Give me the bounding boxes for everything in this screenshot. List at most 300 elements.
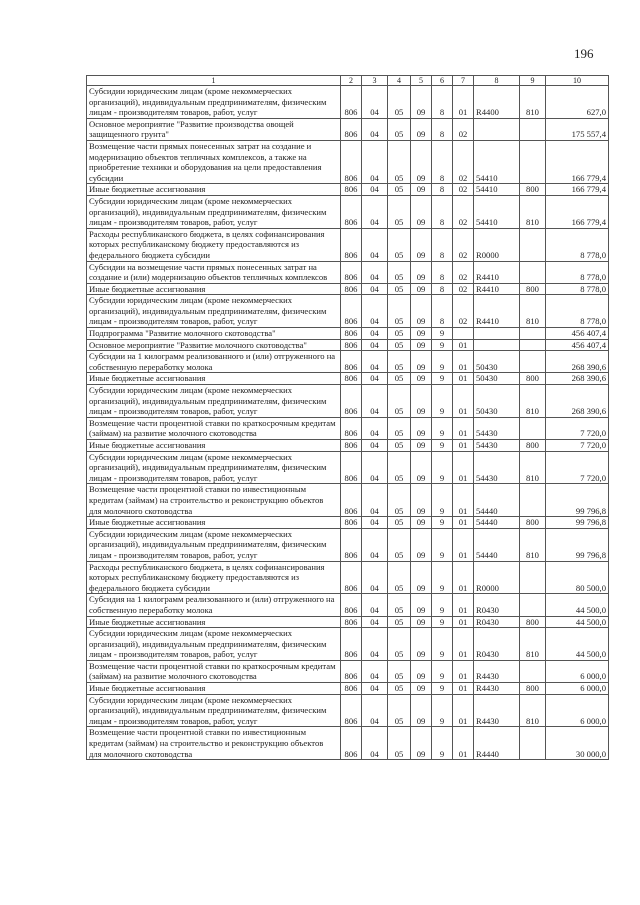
col-section: 04 [362, 616, 388, 628]
col-subsection: 05 [388, 351, 411, 373]
row-amount: 8 778,0 [546, 261, 609, 283]
col-subsection: 05 [388, 140, 411, 183]
row-amount: 30 000,0 [546, 727, 609, 760]
col-measure: 01 [453, 373, 474, 385]
col-expense-code: R0430 [474, 616, 520, 628]
col-subprogram: 9 [432, 727, 453, 760]
col-ministry-code: 806 [341, 328, 362, 340]
col-subsection: 05 [388, 440, 411, 452]
col-ministry-code: 806 [341, 594, 362, 616]
col-measure: 01 [453, 528, 474, 561]
header-cell: 2 [341, 76, 362, 86]
col-subsection: 05 [388, 660, 411, 682]
row-amount: 175 557,4 [546, 118, 609, 140]
table-row [87, 517, 609, 529]
col-subprogram: 8 [432, 283, 453, 295]
col-ministry-code: 806 [341, 451, 362, 484]
col-measure: 01 [453, 417, 474, 439]
col-subprogram: 8 [432, 184, 453, 196]
col-expense-type: 800 [520, 616, 546, 628]
col-measure: 02 [453, 184, 474, 196]
col-subsection: 05 [388, 283, 411, 295]
col-subsection: 05 [388, 339, 411, 351]
col-ministry-code: 806 [341, 440, 362, 452]
col-expense-code: R0000 [474, 561, 520, 594]
col-subprogram: 8 [432, 118, 453, 140]
col-expense-type [520, 339, 546, 351]
col-expense-code: 54410 [474, 184, 520, 196]
col-section: 04 [362, 385, 388, 418]
col-expense-code [474, 339, 520, 351]
col-section: 04 [362, 140, 388, 183]
table-row [87, 417, 609, 439]
col-expense-type: 810 [520, 528, 546, 561]
row-amount: 166 779,4 [546, 195, 609, 228]
col-section: 04 [362, 451, 388, 484]
table-row [87, 484, 609, 517]
col-subprogram: 9 [432, 683, 453, 695]
table-row [87, 660, 609, 682]
row-description: Подпрограмма "Развитие молочного скотоводства" [87, 328, 341, 340]
col-subprogram: 9 [432, 385, 453, 418]
col-expense-code: R4430 [474, 694, 520, 727]
col-section: 04 [362, 184, 388, 196]
col-program: 09 [411, 628, 432, 661]
col-section: 04 [362, 561, 388, 594]
row-description: Иные бюджетные ассигнования [87, 283, 341, 295]
col-program: 09 [411, 283, 432, 295]
col-expense-type [520, 417, 546, 439]
col-section: 04 [362, 484, 388, 517]
table-header-row [87, 76, 609, 86]
col-subsection: 05 [388, 517, 411, 529]
col-ministry-code: 806 [341, 351, 362, 373]
row-amount: 8 778,0 [546, 295, 609, 328]
row-amount: 7 720,0 [546, 417, 609, 439]
col-ministry-code: 806 [341, 261, 362, 283]
col-measure: 01 [453, 727, 474, 760]
row-amount: 99 796,8 [546, 484, 609, 517]
col-subsection: 05 [388, 484, 411, 517]
col-expense-type [520, 484, 546, 517]
col-ministry-code: 806 [341, 628, 362, 661]
col-program: 09 [411, 683, 432, 695]
table-row [87, 694, 609, 727]
col-measure: 02 [453, 195, 474, 228]
col-measure: 01 [453, 484, 474, 517]
col-ministry-code: 806 [341, 727, 362, 760]
row-amount: 44 500,0 [546, 594, 609, 616]
row-description: Иные бюджетные ассигнования [87, 517, 341, 529]
col-subsection: 05 [388, 616, 411, 628]
col-measure: 01 [453, 339, 474, 351]
col-expense-type [520, 594, 546, 616]
col-expense-code: 50430 [474, 373, 520, 385]
col-subprogram: 9 [432, 616, 453, 628]
col-expense-type [520, 561, 546, 594]
row-description: Возмещение части процентной ставки по инвестиционным кредитам (займам) на строительство и реконструкцию объектов для молочного скотоводства [87, 727, 341, 760]
table-row [87, 283, 609, 295]
col-subsection: 05 [388, 417, 411, 439]
col-program: 09 [411, 339, 432, 351]
row-amount: 8 778,0 [546, 283, 609, 295]
col-ministry-code: 806 [341, 195, 362, 228]
col-subsection: 05 [388, 727, 411, 760]
col-subprogram: 8 [432, 228, 453, 261]
col-subprogram: 9 [432, 561, 453, 594]
table-row [87, 628, 609, 661]
col-expense-code: R4410 [474, 261, 520, 283]
row-amount: 166 779,4 [546, 184, 609, 196]
col-ministry-code: 806 [341, 228, 362, 261]
row-description: Иные бюджетные ассигнования [87, 184, 341, 196]
row-description: Иные бюджетные ассигнования [87, 440, 341, 452]
col-measure: 01 [453, 628, 474, 661]
table-row [87, 140, 609, 183]
col-ministry-code: 806 [341, 295, 362, 328]
col-program: 09 [411, 694, 432, 727]
col-expense-type [520, 727, 546, 760]
budget-table [86, 75, 609, 760]
col-program: 09 [411, 660, 432, 682]
col-section: 04 [362, 683, 388, 695]
col-measure: 01 [453, 86, 474, 119]
col-expense-code: R4440 [474, 727, 520, 760]
col-subsection: 05 [388, 451, 411, 484]
col-section: 04 [362, 328, 388, 340]
col-ministry-code: 806 [341, 86, 362, 119]
table-row [87, 440, 609, 452]
row-description: Основное мероприятие "Развитие производства овощей защищенного грунта" [87, 118, 341, 140]
col-section: 04 [362, 517, 388, 529]
table-row [87, 561, 609, 594]
col-program: 09 [411, 351, 432, 373]
col-expense-code: 54430 [474, 440, 520, 452]
col-expense-type [520, 660, 546, 682]
row-description: Возмещение части процентной ставки по краткосрочным кредитам (займам) на развитие молочного скотоводства [87, 417, 341, 439]
col-subsection: 05 [388, 373, 411, 385]
col-program: 09 [411, 328, 432, 340]
col-measure: 02 [453, 261, 474, 283]
col-measure: 01 [453, 594, 474, 616]
col-expense-type: 810 [520, 385, 546, 418]
col-ministry-code: 806 [341, 140, 362, 183]
row-description: Субсидии юридическим лицам (кроме некоммерческих организаций), индивидуальным предпринимателям, физическим лицам - производителям товаров, работ, услуг [87, 86, 341, 119]
row-description: Иные бюджетные ассигнования [87, 616, 341, 628]
col-expense-type [520, 261, 546, 283]
col-measure: 02 [453, 228, 474, 261]
col-subsection: 05 [388, 86, 411, 119]
row-description: Иные бюджетные ассигнования [87, 683, 341, 695]
col-measure: 02 [453, 283, 474, 295]
table-row [87, 683, 609, 695]
col-expense-type: 800 [520, 184, 546, 196]
col-section: 04 [362, 261, 388, 283]
col-expense-code: 54430 [474, 451, 520, 484]
col-ministry-code: 806 [341, 616, 362, 628]
col-measure: 01 [453, 683, 474, 695]
col-expense-type: 800 [520, 283, 546, 295]
col-ministry-code: 806 [341, 517, 362, 529]
col-measure: 02 [453, 140, 474, 183]
col-measure: 02 [453, 118, 474, 140]
row-description: Возмещение части процентной ставки по инвестиционным кредитам (займам) на строительство и реконструкцию объектов для молочного скотоводства [87, 484, 341, 517]
col-program: 09 [411, 195, 432, 228]
col-section: 04 [362, 351, 388, 373]
col-subprogram: 9 [432, 339, 453, 351]
row-description: Субсидии юридическим лицам (кроме некоммерческих организаций), индивидуальным предпринимателям, физическим лицам - производителям товаров, работ, услуг [87, 528, 341, 561]
col-ministry-code: 806 [341, 694, 362, 727]
row-amount: 7 720,0 [546, 440, 609, 452]
col-subprogram: 9 [432, 440, 453, 452]
page-number: 196 [574, 46, 594, 61]
table-row [87, 594, 609, 616]
row-description: Основное мероприятие "Развитие молочного скотоводства" [87, 339, 341, 351]
row-description: Субсидии юридическим лицам (кроме некоммерческих организаций), индивидуальным предпринимателям, физическим лицам - производителям товаров, работ, услуг [87, 295, 341, 328]
col-measure: 01 [453, 616, 474, 628]
row-description: Субсидии на 1 килограмм реализованного и (или) отгруженного на собственную переработку молока [87, 351, 341, 373]
col-subprogram: 9 [432, 373, 453, 385]
col-subsection: 05 [388, 528, 411, 561]
col-expense-type: 800 [520, 440, 546, 452]
col-expense-code: R4410 [474, 295, 520, 328]
col-expense-type: 810 [520, 628, 546, 661]
row-amount: 99 796,8 [546, 517, 609, 529]
col-section: 04 [362, 727, 388, 760]
row-description: Иные бюджетные ассигнования [87, 373, 341, 385]
col-subsection: 05 [388, 261, 411, 283]
col-subsection: 05 [388, 195, 411, 228]
table-row [87, 351, 609, 373]
col-program: 09 [411, 417, 432, 439]
col-program: 09 [411, 484, 432, 517]
row-description: Субсидии юридическим лицам (кроме некоммерческих организаций), индивидуальным предпринимателям, физическим лицам - производителям товаров, работ, услуг [87, 628, 341, 661]
col-ministry-code: 806 [341, 118, 362, 140]
col-program: 09 [411, 228, 432, 261]
col-measure: 01 [453, 440, 474, 452]
col-program: 09 [411, 295, 432, 328]
col-ministry-code: 806 [341, 339, 362, 351]
row-description: Субсидии юридическим лицам (кроме некоммерческих организаций), индивидуальным предпринимателям, физическим лицам - производителям товаров, работ, услуг [87, 451, 341, 484]
col-subprogram: 8 [432, 261, 453, 283]
header-cell: 3 [362, 76, 388, 86]
row-amount: 6 000,0 [546, 694, 609, 727]
row-amount: 268 390,6 [546, 385, 609, 418]
col-ministry-code: 806 [341, 184, 362, 196]
col-program: 09 [411, 261, 432, 283]
col-subprogram: 9 [432, 328, 453, 340]
col-expense-code: R0430 [474, 628, 520, 661]
col-program: 09 [411, 440, 432, 452]
col-section: 04 [362, 228, 388, 261]
header-cell: 9 [520, 76, 546, 86]
col-section: 04 [362, 440, 388, 452]
col-expense-type: 810 [520, 295, 546, 328]
row-description: Субсидии на возмещение части прямых понесенных затрат на создание и (или) модернизацию объектов тепличных комплексов [87, 261, 341, 283]
row-description: Субсидии юридическим лицам (кроме некоммерческих организаций), индивидуальным предпринимателям, физическим лицам - производителям товаров, работ, услуг [87, 385, 341, 418]
col-ministry-code: 806 [341, 385, 362, 418]
col-subsection: 05 [388, 594, 411, 616]
col-expense-code: R0430 [474, 594, 520, 616]
col-measure: 01 [453, 561, 474, 594]
header-cell: 7 [453, 76, 474, 86]
row-amount: 268 390,6 [546, 373, 609, 385]
col-section: 04 [362, 628, 388, 661]
col-ministry-code: 806 [341, 283, 362, 295]
row-description: Возмещение части прямых понесенных затрат на создание и модернизацию объектов тепличных комплексов, а также на приобретение техники и оборудования на цели предоставления субсидии [87, 140, 341, 183]
row-amount: 44 500,0 [546, 616, 609, 628]
col-ministry-code: 806 [341, 373, 362, 385]
table-row [87, 328, 609, 340]
col-section: 04 [362, 339, 388, 351]
col-measure: 01 [453, 660, 474, 682]
col-subsection: 05 [388, 628, 411, 661]
col-subprogram: 9 [432, 417, 453, 439]
col-expense-type: 810 [520, 694, 546, 727]
row-amount: 456 407,4 [546, 339, 609, 351]
col-ministry-code: 806 [341, 528, 362, 561]
header-cell: 4 [388, 76, 411, 86]
table-row [87, 184, 609, 196]
table-row [87, 616, 609, 628]
col-program: 09 [411, 385, 432, 418]
col-program: 09 [411, 373, 432, 385]
col-subprogram: 9 [432, 694, 453, 727]
row-amount: 8 778,0 [546, 228, 609, 261]
col-expense-code: 54410 [474, 140, 520, 183]
col-expense-code: R4430 [474, 683, 520, 695]
col-ministry-code: 806 [341, 417, 362, 439]
col-subprogram: 8 [432, 86, 453, 119]
col-subsection: 05 [388, 228, 411, 261]
row-amount: 44 500,0 [546, 628, 609, 661]
row-amount: 7 720,0 [546, 451, 609, 484]
table-row [87, 261, 609, 283]
col-program: 09 [411, 528, 432, 561]
col-expense-code: R4410 [474, 283, 520, 295]
col-expense-code: 50430 [474, 351, 520, 373]
col-program: 09 [411, 594, 432, 616]
col-program: 09 [411, 561, 432, 594]
col-expense-code: 54440 [474, 484, 520, 517]
col-measure: 01 [453, 517, 474, 529]
col-expense-type: 810 [520, 195, 546, 228]
row-amount: 456 407,4 [546, 328, 609, 340]
col-subsection: 05 [388, 683, 411, 695]
header-cell: 5 [411, 76, 432, 86]
col-subprogram: 9 [432, 351, 453, 373]
table-row [87, 195, 609, 228]
row-description: Субсидии юридическим лицам (кроме некоммерческих организаций), индивидуальным предпринимателям, физическим лицам - производителям товаров, работ, услуг [87, 694, 341, 727]
col-section: 04 [362, 283, 388, 295]
col-subprogram: 9 [432, 528, 453, 561]
col-ministry-code: 806 [341, 561, 362, 594]
col-subsection: 05 [388, 328, 411, 340]
col-measure: 01 [453, 694, 474, 727]
col-subprogram: 8 [432, 140, 453, 183]
row-description: Расходы республиканского бюджета, в целях софинансирования которых республиканскому бюджету предоставляются из федерального бюджета субсидии [87, 561, 341, 594]
col-section: 04 [362, 373, 388, 385]
col-measure [453, 328, 474, 340]
col-section: 04 [362, 694, 388, 727]
table-row [87, 727, 609, 760]
table-row [87, 373, 609, 385]
col-program: 09 [411, 86, 432, 119]
col-section: 04 [362, 295, 388, 328]
table-body [87, 86, 609, 760]
row-amount: 80 500,0 [546, 561, 609, 594]
col-expense-type [520, 328, 546, 340]
row-amount: 268 390,6 [546, 351, 609, 373]
col-expense-code: R0000 [474, 228, 520, 261]
col-subprogram: 9 [432, 628, 453, 661]
row-description: Возмещение части процентной ставки по краткосрочным кредитам (займам) на развитие молочного скотоводства [87, 660, 341, 682]
col-expense-type [520, 228, 546, 261]
col-subprogram: 9 [432, 660, 453, 682]
col-subprogram: 9 [432, 484, 453, 517]
col-program: 09 [411, 140, 432, 183]
col-expense-code: 54410 [474, 195, 520, 228]
col-expense-type: 800 [520, 683, 546, 695]
header-cell: 10 [546, 76, 609, 86]
row-amount: 166 779,4 [546, 140, 609, 183]
col-measure: 01 [453, 451, 474, 484]
col-program: 09 [411, 184, 432, 196]
table-row [87, 385, 609, 418]
table-row [87, 339, 609, 351]
table-row [87, 86, 609, 119]
col-subsection: 05 [388, 118, 411, 140]
row-description: Расходы республиканского бюджета, в целях софинансирования которых республиканскому бюджету предоставляются из федерального бюджета субсидии [87, 228, 341, 261]
row-description: Субсидии юридическим лицам (кроме некоммерческих организаций), индивидуальным предпринимателям, физическим лицам - производителям товаров, работ, услуг [87, 195, 341, 228]
row-amount: 99 796,8 [546, 528, 609, 561]
col-subprogram: 9 [432, 517, 453, 529]
col-subprogram: 9 [432, 451, 453, 484]
col-measure: 01 [453, 385, 474, 418]
col-subsection: 05 [388, 694, 411, 727]
col-subprogram: 8 [432, 195, 453, 228]
col-expense-type [520, 351, 546, 373]
header-cell: 8 [474, 76, 520, 86]
col-section: 04 [362, 528, 388, 561]
col-subsection: 05 [388, 295, 411, 328]
table-row [87, 295, 609, 328]
header-cell: 1 [87, 76, 341, 86]
col-expense-code [474, 118, 520, 140]
col-expense-type [520, 118, 546, 140]
col-program: 09 [411, 451, 432, 484]
col-expense-type: 810 [520, 451, 546, 484]
col-expense-type: 800 [520, 373, 546, 385]
col-program: 09 [411, 616, 432, 628]
col-expense-code: 54430 [474, 417, 520, 439]
col-section: 04 [362, 195, 388, 228]
col-ministry-code: 806 [341, 660, 362, 682]
table-row [87, 528, 609, 561]
col-subprogram: 8 [432, 295, 453, 328]
table-row [87, 451, 609, 484]
col-subsection: 05 [388, 184, 411, 196]
col-ministry-code: 806 [341, 683, 362, 695]
col-measure: 02 [453, 295, 474, 328]
row-amount: 6 000,0 [546, 683, 609, 695]
col-subprogram: 9 [432, 594, 453, 616]
col-measure: 01 [453, 351, 474, 373]
row-amount: 627,0 [546, 86, 609, 119]
col-subsection: 05 [388, 385, 411, 418]
col-section: 04 [362, 594, 388, 616]
table-row [87, 228, 609, 261]
